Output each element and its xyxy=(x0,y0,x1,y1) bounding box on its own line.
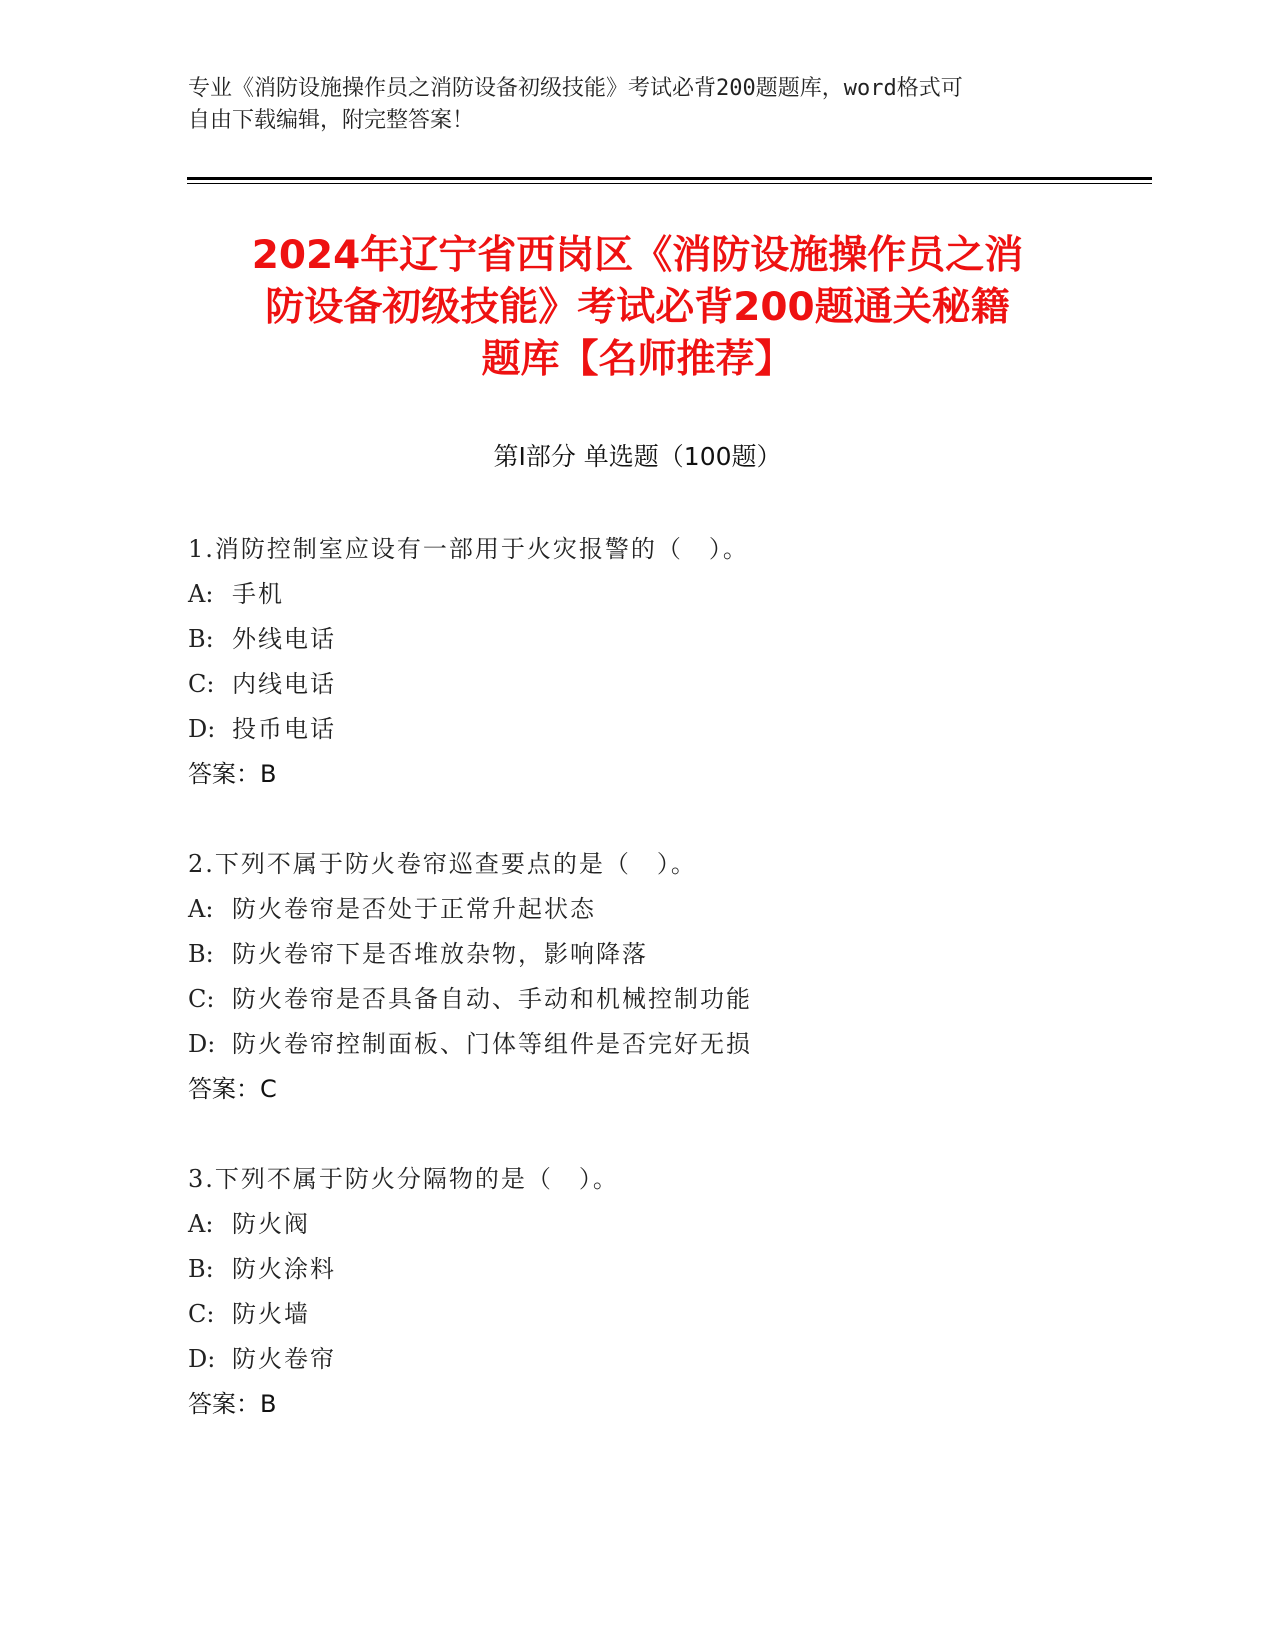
option-letter: D: xyxy=(188,715,216,743)
question-stem: 1.消防控制室应设有一部用于火灾报警的（ ）。 xyxy=(188,535,749,563)
question-3 xyxy=(188,1157,1088,1427)
document-title xyxy=(160,230,1115,386)
header-note xyxy=(188,73,1088,137)
option-a xyxy=(188,1202,1088,1247)
option-text: 防火卷帘 xyxy=(232,1345,336,1373)
header-note-line-1: 专业《消防设施操作员之消防设备初级技能》考试必背200题题库，word格式可 xyxy=(188,76,963,101)
option-d xyxy=(188,1022,1088,1067)
option-letter: A: xyxy=(188,895,214,923)
option-b xyxy=(188,1247,1088,1292)
answer: 答案：C xyxy=(188,1075,277,1103)
option-letter: C: xyxy=(188,985,215,1013)
answer: 答案：B xyxy=(188,1390,277,1418)
option-d xyxy=(188,707,1088,752)
document-title-line-2: 防设备初级技能》考试必背200题通关秘籍 xyxy=(265,285,1010,330)
option-text: 防火涂料 xyxy=(232,1255,336,1283)
option-text: 投币电话 xyxy=(232,715,336,743)
option-text: 防火卷帘是否具备自动、手动和机械控制功能 xyxy=(232,985,752,1013)
question-1 xyxy=(188,527,1088,797)
option-letter: C: xyxy=(188,670,215,698)
document-title-line-1: 2024年辽宁省西岗区《消防设施操作员之消 xyxy=(251,233,1024,278)
question-stem: 3.下列不属于防火分隔物的是（ ）。 xyxy=(188,1165,619,1193)
option-text: 防火墙 xyxy=(232,1300,310,1328)
option-letter: C: xyxy=(188,1300,215,1328)
section-title: 第I部分 单选题（100题） xyxy=(493,442,782,471)
option-letter: B: xyxy=(188,940,214,968)
option-c xyxy=(188,662,1088,707)
option-text: 防火阀 xyxy=(232,1210,310,1238)
option-letter: D: xyxy=(188,1030,216,1058)
option-text: 防火卷帘控制面板、门体等组件是否完好无损 xyxy=(232,1030,752,1058)
option-a xyxy=(188,887,1088,932)
document-title-line-3: 题库【名师推荐】 xyxy=(481,337,794,382)
option-letter: A: xyxy=(188,580,214,608)
option-text: 防火卷帘是否处于正常升起状态 xyxy=(232,895,596,923)
question-2 xyxy=(188,842,1088,1112)
option-c xyxy=(188,977,1088,1022)
option-c xyxy=(188,1292,1088,1337)
header-divider-thin xyxy=(187,183,1152,184)
header-divider-thick xyxy=(187,177,1152,180)
option-b xyxy=(188,932,1088,977)
option-text: 手机 xyxy=(232,580,284,608)
option-a xyxy=(188,572,1088,617)
answer: 答案：B xyxy=(188,760,277,788)
option-d xyxy=(188,1337,1088,1382)
option-letter: B: xyxy=(188,1255,214,1283)
option-text: 外线电话 xyxy=(232,625,336,653)
option-letter: A: xyxy=(188,1210,214,1238)
header-note-line-2: 自由下载编辑，附完整答案！ xyxy=(188,108,475,133)
option-text: 防火卷帘下是否堆放杂物，影响降落 xyxy=(232,940,648,968)
option-b xyxy=(188,617,1088,662)
question-stem: 2.下列不属于防火卷帘巡查要点的是（ ）。 xyxy=(188,850,697,878)
option-letter: D: xyxy=(188,1345,216,1373)
option-letter: B: xyxy=(188,625,214,653)
question-list xyxy=(188,527,1088,1472)
option-text: 内线电话 xyxy=(232,670,336,698)
